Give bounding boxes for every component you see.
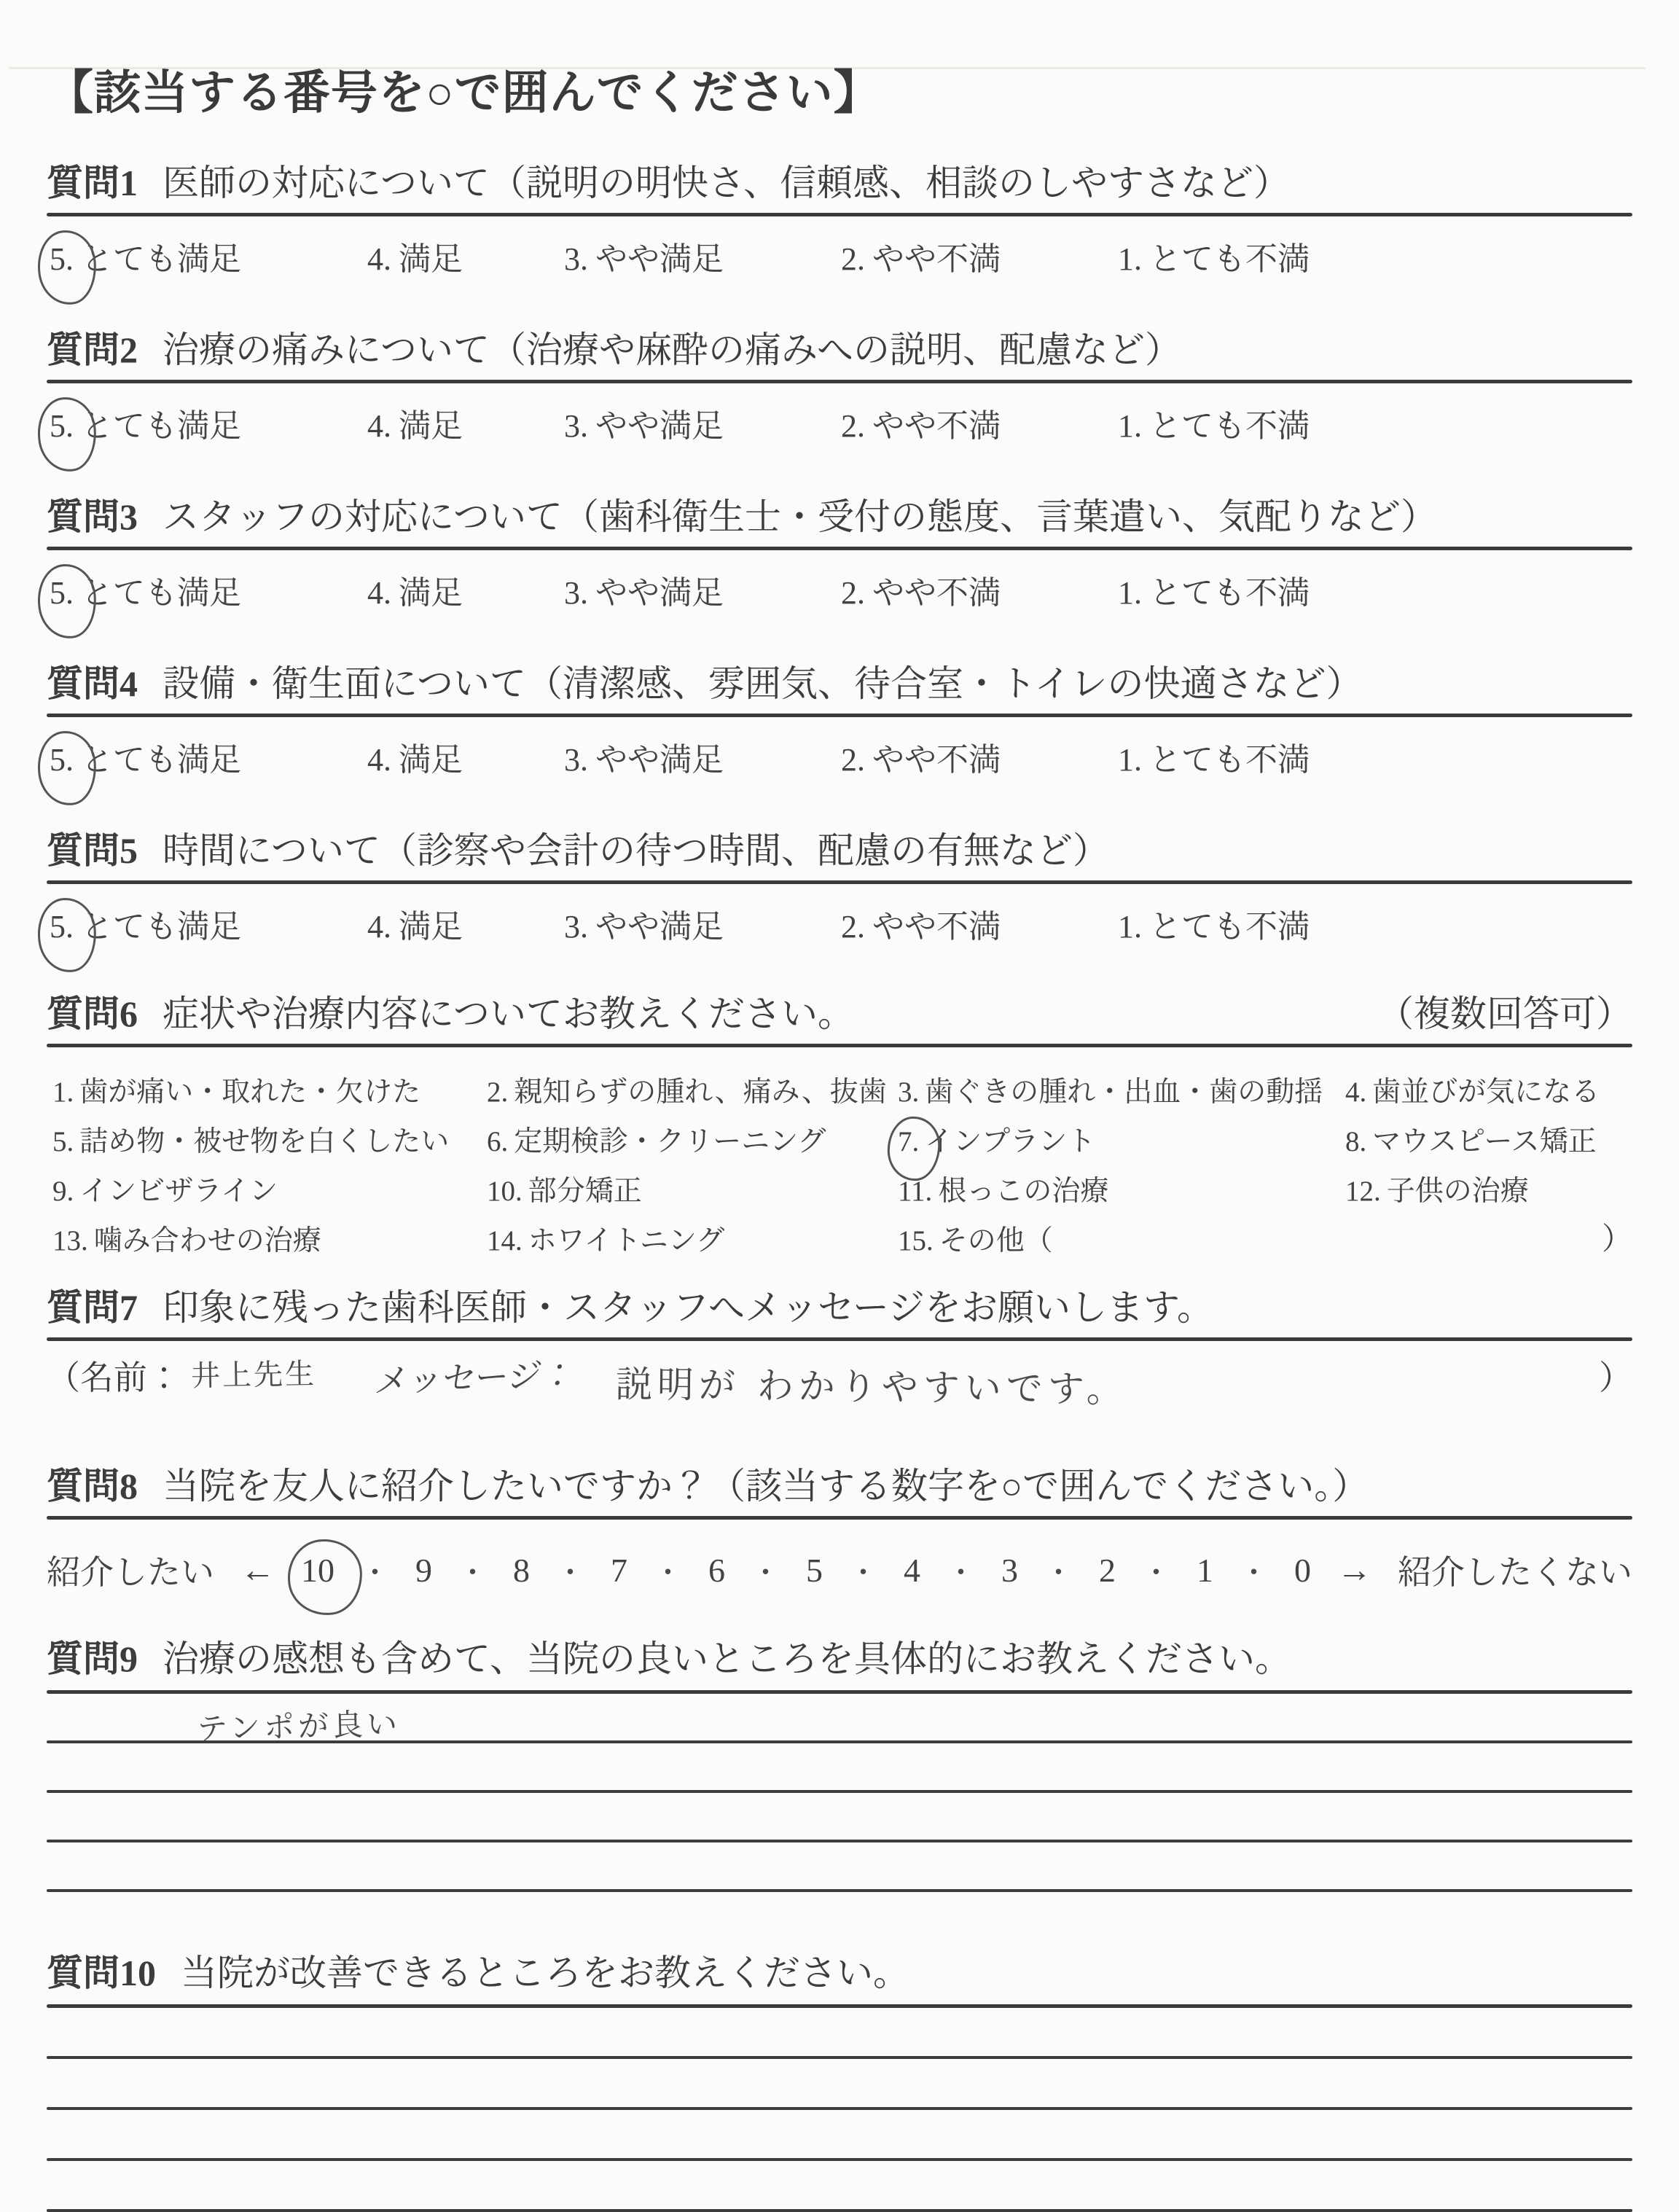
question-1-label: 質問1 xyxy=(47,163,138,203)
option-label: とても満足 xyxy=(81,742,241,778)
q6-row-2 xyxy=(47,1110,1632,1160)
option-4[interactable]: 4. 満足 xyxy=(367,742,463,778)
option-label: やや満足 xyxy=(595,575,724,611)
question-2-label: 質問2 xyxy=(47,329,138,370)
question-10-label: 質問10 xyxy=(47,1953,156,1993)
option-5[interactable] xyxy=(50,566,241,613)
question-3-options xyxy=(47,562,1632,616)
option-3[interactable]: 3. やや満足 xyxy=(564,909,724,945)
question-9-header xyxy=(47,1636,1632,1681)
answer-line[interactable] xyxy=(47,1790,1632,1793)
divider xyxy=(47,2004,1632,2008)
scale-7[interactable]: 7 xyxy=(611,1551,627,1589)
option-label: とても不満 xyxy=(1149,742,1310,778)
option-label: やや満足 xyxy=(595,742,724,778)
option-1[interactable]: 1. とても不満 xyxy=(1118,575,1310,611)
dot-separator: ・ xyxy=(1044,1555,1073,1589)
answer-line[interactable] xyxy=(47,2107,1632,2110)
option-1[interactable]: 1. とても不満 xyxy=(1118,909,1310,945)
option-2[interactable]: 2. やや不満 xyxy=(841,909,1001,945)
q6-item-8[interactable]: 8. マウスピース矯正 xyxy=(1345,1126,1597,1157)
option-label: 満足 xyxy=(399,575,463,611)
q6-row-3 xyxy=(47,1160,1632,1209)
circle-annotation[interactable]: 5. xyxy=(50,408,74,444)
dot-separator: ・ xyxy=(751,1555,780,1589)
dot-separator: ・ xyxy=(1239,1555,1269,1589)
q6-item-10[interactable]: 10. 部分矯正 xyxy=(487,1176,642,1207)
question-7-answer-area[interactable] xyxy=(47,1351,1632,1437)
question-7-title: 印象に残った歯科医師・スタッフへメッセージをお願いします。 xyxy=(163,1287,1213,1328)
scale-4[interactable]: 4 xyxy=(904,1551,920,1589)
question-3-title: スタッフの対応について（歯科衛生士・受付の態度、言葉遣い、気配りなど） xyxy=(163,496,1437,537)
option-label: とても不満 xyxy=(1149,575,1310,611)
question-5 xyxy=(47,828,1632,950)
divider xyxy=(47,714,1632,717)
scale-3[interactable]: 3 xyxy=(1001,1551,1018,1589)
close-paren: ） xyxy=(1599,1359,1632,1396)
option-1[interactable]: 1. とても不満 xyxy=(1118,742,1310,778)
divider xyxy=(47,547,1632,550)
dot-separator: ・ xyxy=(848,1555,878,1589)
option-label: やや満足 xyxy=(595,909,724,945)
message-field-label: メッセージ： xyxy=(372,1356,578,1400)
scale-2[interactable]: 2 xyxy=(1099,1551,1116,1589)
question-4 xyxy=(47,661,1632,783)
question-4-title: 設備・衛生面について（清潔感、雰囲気、待合室・トイレの快適さなど） xyxy=(163,663,1363,704)
handwritten-answer: テンポが良い xyxy=(196,1705,402,1747)
question-3 xyxy=(47,494,1632,616)
option-label: 満足 xyxy=(399,408,463,444)
option-4[interactable]: 4. 満足 xyxy=(367,408,463,444)
q6-item-7[interactable]: 7. インプラント xyxy=(898,1126,1096,1157)
scale-9[interactable]: 9 xyxy=(415,1551,432,1589)
option-5[interactable] xyxy=(50,900,241,947)
scale-0[interactable]: 0 xyxy=(1294,1551,1311,1589)
option-label: やや満足 xyxy=(595,408,724,444)
scale-8[interactable]: 8 xyxy=(513,1551,530,1589)
answer-line[interactable] xyxy=(47,1840,1632,1842)
dot-separator: ・ xyxy=(653,1555,683,1589)
dot-separator: ・ xyxy=(1141,1555,1171,1589)
handwritten-name: 井上先生 xyxy=(190,1357,317,1394)
survey-page xyxy=(0,55,1679,2212)
option-2[interactable]: 2. やや不満 xyxy=(841,408,1001,444)
other-close-paren: ） xyxy=(1601,1223,1632,1257)
option-label: とても不満 xyxy=(1149,408,1310,444)
q6-item-2[interactable]: 2. 親知らずの腫れ、痛み、抜歯 xyxy=(487,1076,887,1108)
divider xyxy=(47,880,1632,884)
option-label: 満足 xyxy=(399,742,463,778)
q6-row-1 xyxy=(47,1060,1632,1110)
option-label: とても満足 xyxy=(81,575,241,611)
question-7-label: 質問7 xyxy=(47,1287,138,1328)
answer-line[interactable] xyxy=(47,2056,1632,2059)
q6-item-9[interactable]: 9. インビザライン xyxy=(52,1176,278,1207)
divider xyxy=(47,213,1632,216)
question-6-label: 質問6 xyxy=(47,993,138,1034)
question-6-header xyxy=(47,991,1632,1036)
circle-annotation[interactable]: 5. xyxy=(50,742,74,778)
q6-item-4[interactable]: 4. 歯並びが気になる xyxy=(1345,1076,1600,1108)
question-10 xyxy=(47,1950,1632,2212)
option-3[interactable]: 3. やや満足 xyxy=(564,408,724,444)
question-8-title: 当院を友人に紹介したいですか？（該当する数字を○で囲んでください。） xyxy=(163,1466,1369,1506)
q6-item-1[interactable]: 1. 歯が痛い・取れた・欠けた xyxy=(52,1076,421,1108)
option-2[interactable]: 2. やや不満 xyxy=(841,241,1001,277)
option-5[interactable] xyxy=(50,232,241,279)
question-1-header xyxy=(47,160,1632,206)
question-4-header xyxy=(47,661,1632,706)
circle-annotation[interactable]: 5. xyxy=(50,909,74,945)
dot-separator: ・ xyxy=(555,1555,585,1589)
right-arrow-icon: → xyxy=(1336,1550,1372,1590)
option-label: とても不満 xyxy=(1149,909,1310,945)
question-9-label: 質問9 xyxy=(47,1638,138,1679)
scale-5[interactable]: 5 xyxy=(806,1551,823,1589)
option-2[interactable]: 2. やや不満 xyxy=(841,742,1001,778)
option-3[interactable]: 3. やや満足 xyxy=(564,241,724,277)
divider xyxy=(47,1337,1632,1341)
question-4-options xyxy=(47,729,1632,783)
nps-scale xyxy=(47,1536,1632,1610)
option-label: とても不満 xyxy=(1149,241,1310,277)
q6-item-14[interactable]: 14. ホワイトニング xyxy=(487,1225,725,1257)
option-label: やや不満 xyxy=(872,241,1001,277)
circle-annotation[interactable]: 5. xyxy=(50,241,74,277)
question-2-options xyxy=(47,395,1632,449)
option-label: 満足 xyxy=(399,909,463,945)
option-4[interactable]: 4. 満足 xyxy=(367,241,463,277)
dot-separator: ・ xyxy=(458,1555,488,1589)
question-7-header xyxy=(47,1285,1632,1330)
question-9-title: 治療の感想も含めて、当院の良いところを具体的にお教えください。 xyxy=(163,1638,1291,1679)
q6-item-3[interactable]: 3. 歯ぐきの腫れ・出血・歯の動揺 xyxy=(898,1076,1323,1108)
option-3[interactable]: 3. やや満足 xyxy=(564,742,724,778)
q6-item-15[interactable]: 15. その他（ xyxy=(898,1225,1053,1257)
circle-annotation[interactable]: 7. xyxy=(898,1126,920,1157)
name-field-label: （名前： xyxy=(47,1359,181,1396)
option-label: とても満足 xyxy=(81,408,241,444)
option-5[interactable] xyxy=(50,399,241,446)
q6-item-11[interactable]: 11. 根っこの治療 xyxy=(898,1176,1109,1207)
question-5-label: 質問5 xyxy=(47,830,138,871)
handwritten-message: 説明が わかりやすいです。 xyxy=(615,1363,1128,1411)
question-9 xyxy=(47,1636,1632,1892)
answer-line[interactable] xyxy=(47,1889,1632,1892)
question-1-options xyxy=(47,228,1632,282)
question-5-header xyxy=(47,828,1632,873)
option-label: やや不満 xyxy=(872,909,1001,945)
multi-answer-note: （複数回答可） xyxy=(1377,993,1632,1034)
q6-item-6[interactable]: 6. 定期検診・クリーニング xyxy=(487,1126,826,1157)
divider xyxy=(47,380,1632,383)
question-6-items xyxy=(47,1060,1632,1259)
q6-item-5[interactable]: 5. 詰め物・被せ物を白くしたい xyxy=(52,1126,450,1157)
option-label: とても満足 xyxy=(81,909,241,945)
answer-line[interactable] xyxy=(47,2158,1632,2161)
question-7 xyxy=(47,1285,1632,1437)
scale-6[interactable]: 6 xyxy=(708,1551,725,1589)
q6-row-4 xyxy=(47,1209,1632,1259)
question-6 xyxy=(47,991,1632,1259)
option-5[interactable] xyxy=(50,733,241,780)
question-3-header xyxy=(47,494,1632,539)
question-4-label: 質問4 xyxy=(47,663,138,704)
option-label: やや不満 xyxy=(872,742,1001,778)
option-label: やや不満 xyxy=(872,408,1001,444)
q6-item-13[interactable]: 13. 噛み合わせの治療 xyxy=(52,1225,321,1257)
option-label: やや不満 xyxy=(872,575,1001,611)
question-8 xyxy=(47,1463,1632,1610)
option-1[interactable]: 1. とても不満 xyxy=(1118,408,1310,444)
form-title: 【該当する番号を○で囲んでください】 xyxy=(47,67,881,119)
answer-row[interactable] xyxy=(47,1694,1632,1747)
question-5-options xyxy=(47,896,1632,950)
question-10-header xyxy=(47,1950,1632,1996)
option-1[interactable]: 1. とても不満 xyxy=(1118,241,1310,277)
option-label: とても満足 xyxy=(81,241,241,277)
question-2 xyxy=(47,327,1632,449)
question-2-title: 治療の痛みについて（治療や麻酔の痛みへの説明、配慮など） xyxy=(163,329,1181,370)
option-2[interactable]: 2. やや不満 xyxy=(841,575,1001,611)
question-1-title: 医師の対応について（説明の明快さ、信頼感、相談のしやすさなど） xyxy=(163,163,1290,203)
question-10-title: 当院が改善できるところをお教えください。 xyxy=(181,1953,909,1993)
question-8-header xyxy=(47,1463,1632,1509)
question-1 xyxy=(47,160,1632,282)
scale-right-label: 紹介したくない xyxy=(1398,1554,1632,1591)
option-4[interactable]: 4. 満足 xyxy=(367,575,463,611)
dot-separator: ・ xyxy=(946,1555,976,1589)
answer-line[interactable] xyxy=(47,2209,1632,2212)
question-8-label: 質問8 xyxy=(47,1466,138,1506)
option-label: 満足 xyxy=(399,241,463,277)
scale-left-label: 紹介したい xyxy=(47,1554,214,1591)
question-3-label: 質問3 xyxy=(47,496,138,537)
divider xyxy=(47,1044,1632,1047)
q6-item-12[interactable]: 12. 子供の治療 xyxy=(1345,1176,1529,1207)
scale-10-circled[interactable]: 10 xyxy=(301,1551,334,1589)
dot-separator: ・ xyxy=(360,1555,390,1589)
left-arrow-icon: ← xyxy=(240,1550,275,1590)
scale-1[interactable]: 1 xyxy=(1197,1551,1213,1589)
option-label: やや満足 xyxy=(595,241,724,277)
divider xyxy=(47,1516,1632,1520)
question-5-title: 時間について（診察や会計の待つ時間、配慮の有無など） xyxy=(163,830,1109,871)
question-2-header xyxy=(47,327,1632,372)
option-3[interactable]: 3. やや満足 xyxy=(564,575,724,611)
option-4[interactable]: 4. 満足 xyxy=(367,909,463,945)
circle-annotation[interactable]: 5. xyxy=(50,575,74,611)
question-6-title: 症状や治療内容についてお教えください。 xyxy=(163,993,854,1034)
